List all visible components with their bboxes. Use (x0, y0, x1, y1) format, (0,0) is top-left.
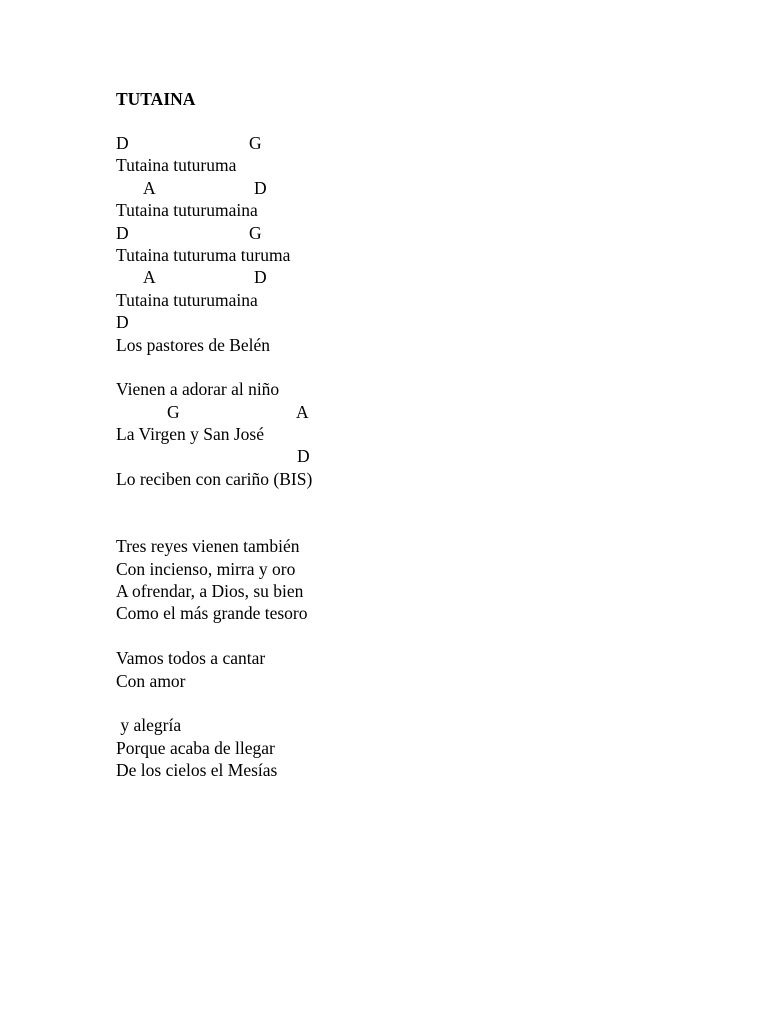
chord-line (116, 222, 716, 244)
lyric-line: Como el más grande tesoro (116, 603, 308, 624)
verse-spacer (116, 356, 716, 378)
lyric-line: Porque acaba de llegar (116, 737, 275, 758)
lyric-line: A ofrendar, a Dios, su bien (116, 581, 304, 602)
lyric-line: Con amor (116, 670, 186, 691)
chord: D (116, 222, 129, 243)
chord-line (116, 401, 716, 423)
chord: D (116, 133, 129, 153)
lyric-line: De los cielos el Mesías (116, 760, 278, 781)
verse-spacer (116, 490, 716, 535)
chord: D (254, 177, 267, 198)
chord: A (143, 177, 156, 198)
lyric-line: Tutaina tuturumaina (116, 289, 258, 310)
chord-line (116, 266, 716, 288)
lyric-line: Vamos todos a cantar (116, 648, 266, 669)
chord: D (254, 267, 267, 288)
chord-line (116, 132, 716, 154)
verse-spacer (116, 625, 716, 647)
chord-line (116, 311, 716, 333)
lyric-line: y alegría (116, 715, 182, 736)
chord-line (116, 445, 716, 467)
chord: A (296, 401, 309, 422)
lyric-line: La Virgen y San José (116, 424, 265, 445)
lyric-line: Lo reciben con cariño (BIS) (116, 468, 313, 489)
song-sheet (116, 88, 716, 782)
chord: D (116, 312, 129, 333)
lyric-line: Vienen a adorar al niño (116, 379, 280, 400)
lyric-line: Los pastores de Belén (116, 334, 271, 355)
chord: G (249, 133, 262, 153)
lyric-line: Tutaina tuturuma (116, 155, 237, 176)
lyric-line: Tutaina tuturumaina (116, 200, 258, 221)
chord: G (167, 401, 180, 422)
chord: D (297, 446, 310, 467)
song-title: TUTAINA (116, 89, 196, 109)
lyric-line: Con incienso, mirra y oro (116, 558, 296, 579)
chord-line (116, 177, 716, 199)
chord: G (249, 222, 262, 243)
lyric-line: Tres reyes vienen también (116, 536, 300, 557)
lyric-line: Tutaina tuturuma turuma (116, 244, 291, 265)
chord: A (143, 267, 156, 288)
verse-spacer (116, 692, 716, 714)
